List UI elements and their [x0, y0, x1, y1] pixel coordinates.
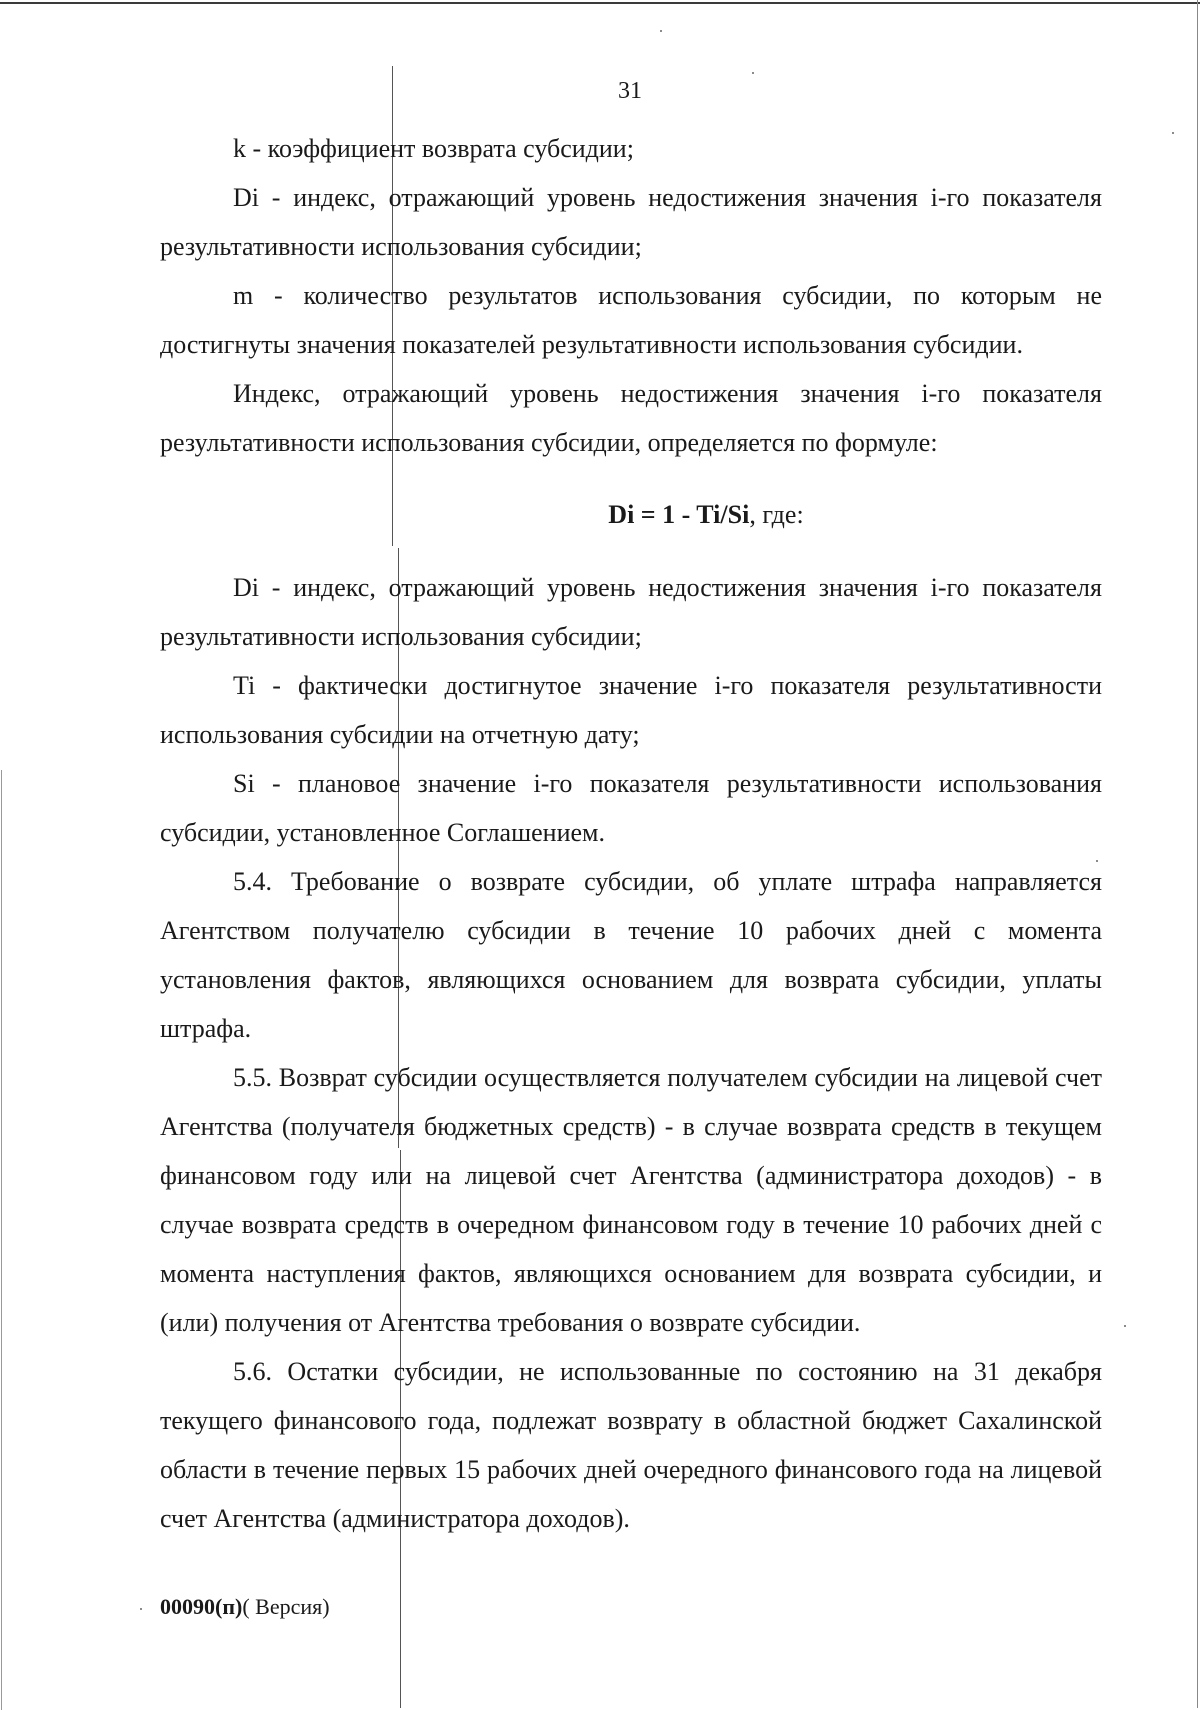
paragraph-5-5: 5.5. Возврат субсидии осуществляется получателем субсидии на лицевой счет Агентства (получателя бюджетных средств) - в случае возврата средств в текущем финансовом году или на лицевой счет Агентства (администратора доходов) - в случае возврата средств в очередном финансовом году в течение 10 рабочих дней с момента наступления фактов, являющихся основанием для возврата субсидии, и (или) получения от Агентства требования о возврате субсидии.: [160, 1063, 1102, 1337]
formula-suffix: , где:: [749, 500, 804, 529]
page-number: 31: [618, 78, 642, 104]
document-code: 00090(п): [160, 1594, 243, 1619]
document-version-footer: [160, 1594, 330, 1620]
scan-speck: [752, 72, 754, 74]
paragraph-ti-definition: Ti - фактически достигнутое значение i-го показателя результативности использования субсидии на отчетную дату;: [160, 671, 1102, 749]
paragraph-5-4: 5.4. Требование о возврате субсидии, об уплате штрафа направляется Агентством получателю субсидии в течение 10 рабочих дней с момента установления фактов, являющихся основанием для возврата субсидии, уплаты штрафа.: [160, 867, 1102, 1043]
version-label: ( Версия): [242, 1594, 330, 1619]
paragraph-di-definition: Di - индекс, отражающий уровень недостижения значения i-го показателя результативности использования субсидии;: [160, 183, 1102, 261]
scan-speck: [1124, 1325, 1126, 1327]
paragraph-m-definition: m - количество результатов использования субсидии, по которым не достигнуты значения показателей результативности использования субсидии.: [160, 281, 1102, 359]
scan-edge-top: [0, 2, 1200, 4]
paragraph-di-definition-2: Di - индекс, отражающий уровень недостижения значения i-го показателя результативности использования субсидии;: [160, 573, 1102, 651]
document-body: [160, 124, 1102, 1543]
scan-edge-right: [1197, 0, 1198, 1708]
paragraph-5-6: 5.6. Остатки субсидии, не использованные по состоянию на 31 декабря текущего финансового года, подлежат возврату в областной бюджет Сахалинской области в течение первых 15 рабочих дней очередного финансового года на лицевой счет Агентства (администратора доходов).: [160, 1357, 1102, 1533]
formula-expression: Di = 1 - Ti/Si: [608, 500, 750, 529]
paragraph-k-definition: k - коэффициент возврата субсидии;: [233, 134, 634, 163]
paragraph-si-definition: Si - плановое значение i-го показателя результативности использования субсидии, установленное Соглашением.: [160, 769, 1102, 847]
scan-speck: [660, 30, 662, 32]
scan-edge-left: [1, 770, 2, 1710]
paragraph-index-intro: Индекс, отражающий уровень недостижения значения i-го показателя результативности использования субсидии, определяется по формуле:: [160, 379, 1102, 457]
scan-speck: [1172, 132, 1174, 134]
formula: [160, 490, 1102, 539]
scan-speck: [140, 1608, 142, 1610]
